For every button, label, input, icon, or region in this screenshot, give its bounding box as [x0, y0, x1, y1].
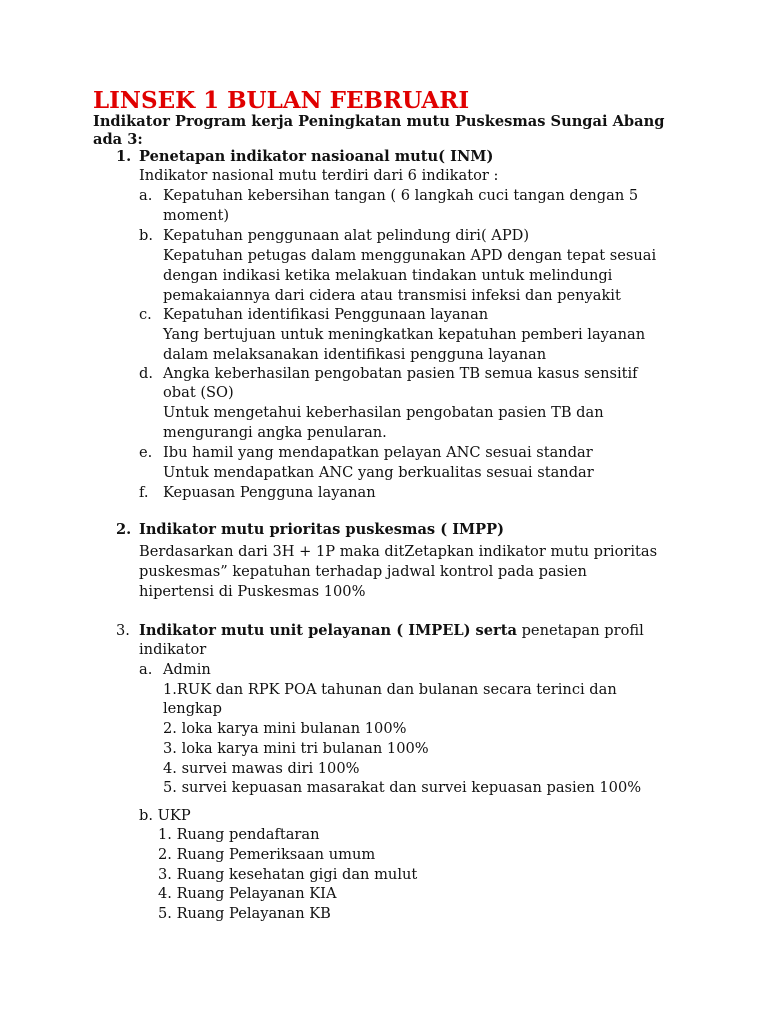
- item-b-label: b.: [139, 227, 153, 244]
- section-2-line-1: Berdasarkan dari 3H + 1P maka ditZetapkan indikator mutu prioritas: [139, 543, 658, 560]
- ukp-item: 4. Ruang Pelayanan KIA: [158, 885, 337, 902]
- section-2-heading: Indikator mutu prioritas puskesmas ( IMPP): [139, 521, 505, 538]
- ukp-item: 3. Ruang kesehatan gigi dan mulut: [158, 866, 418, 883]
- item-a-label: a.: [139, 187, 153, 204]
- item-e-line-1: Ibu hamil yang mendapatkan pelayan ANC sesuai standar: [163, 444, 593, 461]
- ukp-item: 5. Ruang Pelayanan KB: [158, 905, 331, 922]
- admin-item: 1.RUK dan RPK POA tahunan dan bulanan secara terinci dan: [163, 681, 617, 698]
- item-d-line-2: obat (SO): [163, 384, 234, 401]
- section-1-heading: Penetapan indikator nasioanal mutu( INM): [139, 148, 494, 165]
- item-b-line-1: Kepatuhan penggunaan alat pelindung diri( APD): [163, 227, 530, 244]
- item-admin-label: a.: [139, 661, 153, 678]
- item-c-line-1: Kepatuhan identifikasi Penggunaan layanan: [163, 306, 489, 323]
- item-d-label: d.: [139, 365, 153, 382]
- admin-item: 2. loka karya mini bulanan 100%: [163, 720, 407, 737]
- item-b-line-2: Kepatuhan petugas dalam menggunakan APD dengan tepat sesuai: [163, 247, 657, 264]
- item-a-line-2: moment): [163, 207, 230, 224]
- admin-item: lengkap: [163, 700, 222, 717]
- item-c-line-2: Yang bertujuan untuk meningkatkan kepatuhan pemberi layanan: [163, 326, 646, 343]
- section-2-number: 2.: [116, 521, 132, 538]
- admin-item: 3. loka karya mini tri bulanan 100%: [163, 740, 429, 757]
- section-2-line-2: puskesmas” kepatuhan terhadap jadwal kontrol pada pasien: [139, 563, 587, 580]
- admin-item: 4. survei mawas diri 100%: [163, 760, 360, 777]
- item-a-line-1: Kepatuhan kebersihan tangan ( 6 langkah cuci tangan dengan 5: [163, 187, 639, 204]
- section-3-heading-rest: penetapan profil: [516, 622, 644, 639]
- item-b-line-4: pemakaiannya dari cidera atau transmisi infeksi dan penyakit: [163, 287, 621, 304]
- section-1-number: 1.: [116, 148, 132, 165]
- section-2-line-3: hipertensi di Puskesmas 100%: [139, 583, 366, 600]
- intro-line-1: Indikator Program kerja Peningkatan mutu Puskesmas Sungai Abang: [93, 113, 665, 130]
- section-3-heading-bold: Indikator mutu unit pelayanan ( IMPEL) serta: [139, 622, 517, 639]
- intro-line-2: ada 3:: [93, 131, 143, 148]
- item-d-line-4: mengurangi angka penularan.: [163, 424, 387, 441]
- item-ukp-title: b. UKP: [139, 807, 191, 824]
- item-c-line-3: dalam melaksanakan identifikasi pengguna layanan: [163, 346, 547, 363]
- section-1-lead: Indikator nasional mutu terdiri dari 6 indikator :: [139, 167, 499, 184]
- section-3-heading: [139, 621, 644, 641]
- item-d-line-3: Untuk mengetahui keberhasilan pengobatan pasien TB dan: [163, 404, 604, 421]
- ukp-item: 2. Ruang Pemeriksaan umum: [158, 846, 376, 863]
- admin-item: 5. survei kepuasan masarakat dan survei kepuasan pasien 100%: [163, 779, 642, 796]
- item-f-label: f.: [139, 484, 149, 501]
- section-3-heading-line-2: indikator: [139, 641, 207, 658]
- item-f-line-1: Kepuasan Pengguna layanan: [163, 484, 376, 501]
- item-b-line-3: dengan indikasi ketika melakuan tindakan untuk melindungi: [163, 267, 613, 284]
- section-3-number: 3.: [116, 622, 130, 639]
- item-e-label: e.: [139, 444, 153, 461]
- item-e-line-2: Untuk mendapatkan ANC yang berkualitas sesuai standar: [163, 464, 594, 481]
- ukp-item: 1. Ruang pendaftaran: [158, 826, 320, 843]
- item-admin-title: Admin: [163, 661, 211, 678]
- page-title: LINSEK 1 BULAN FEBRUARI: [93, 87, 470, 114]
- item-d-line-1: Angka keberhasilan pengobatan pasien TB semua kasus sensitif: [163, 365, 638, 382]
- item-c-label: c.: [139, 306, 152, 323]
